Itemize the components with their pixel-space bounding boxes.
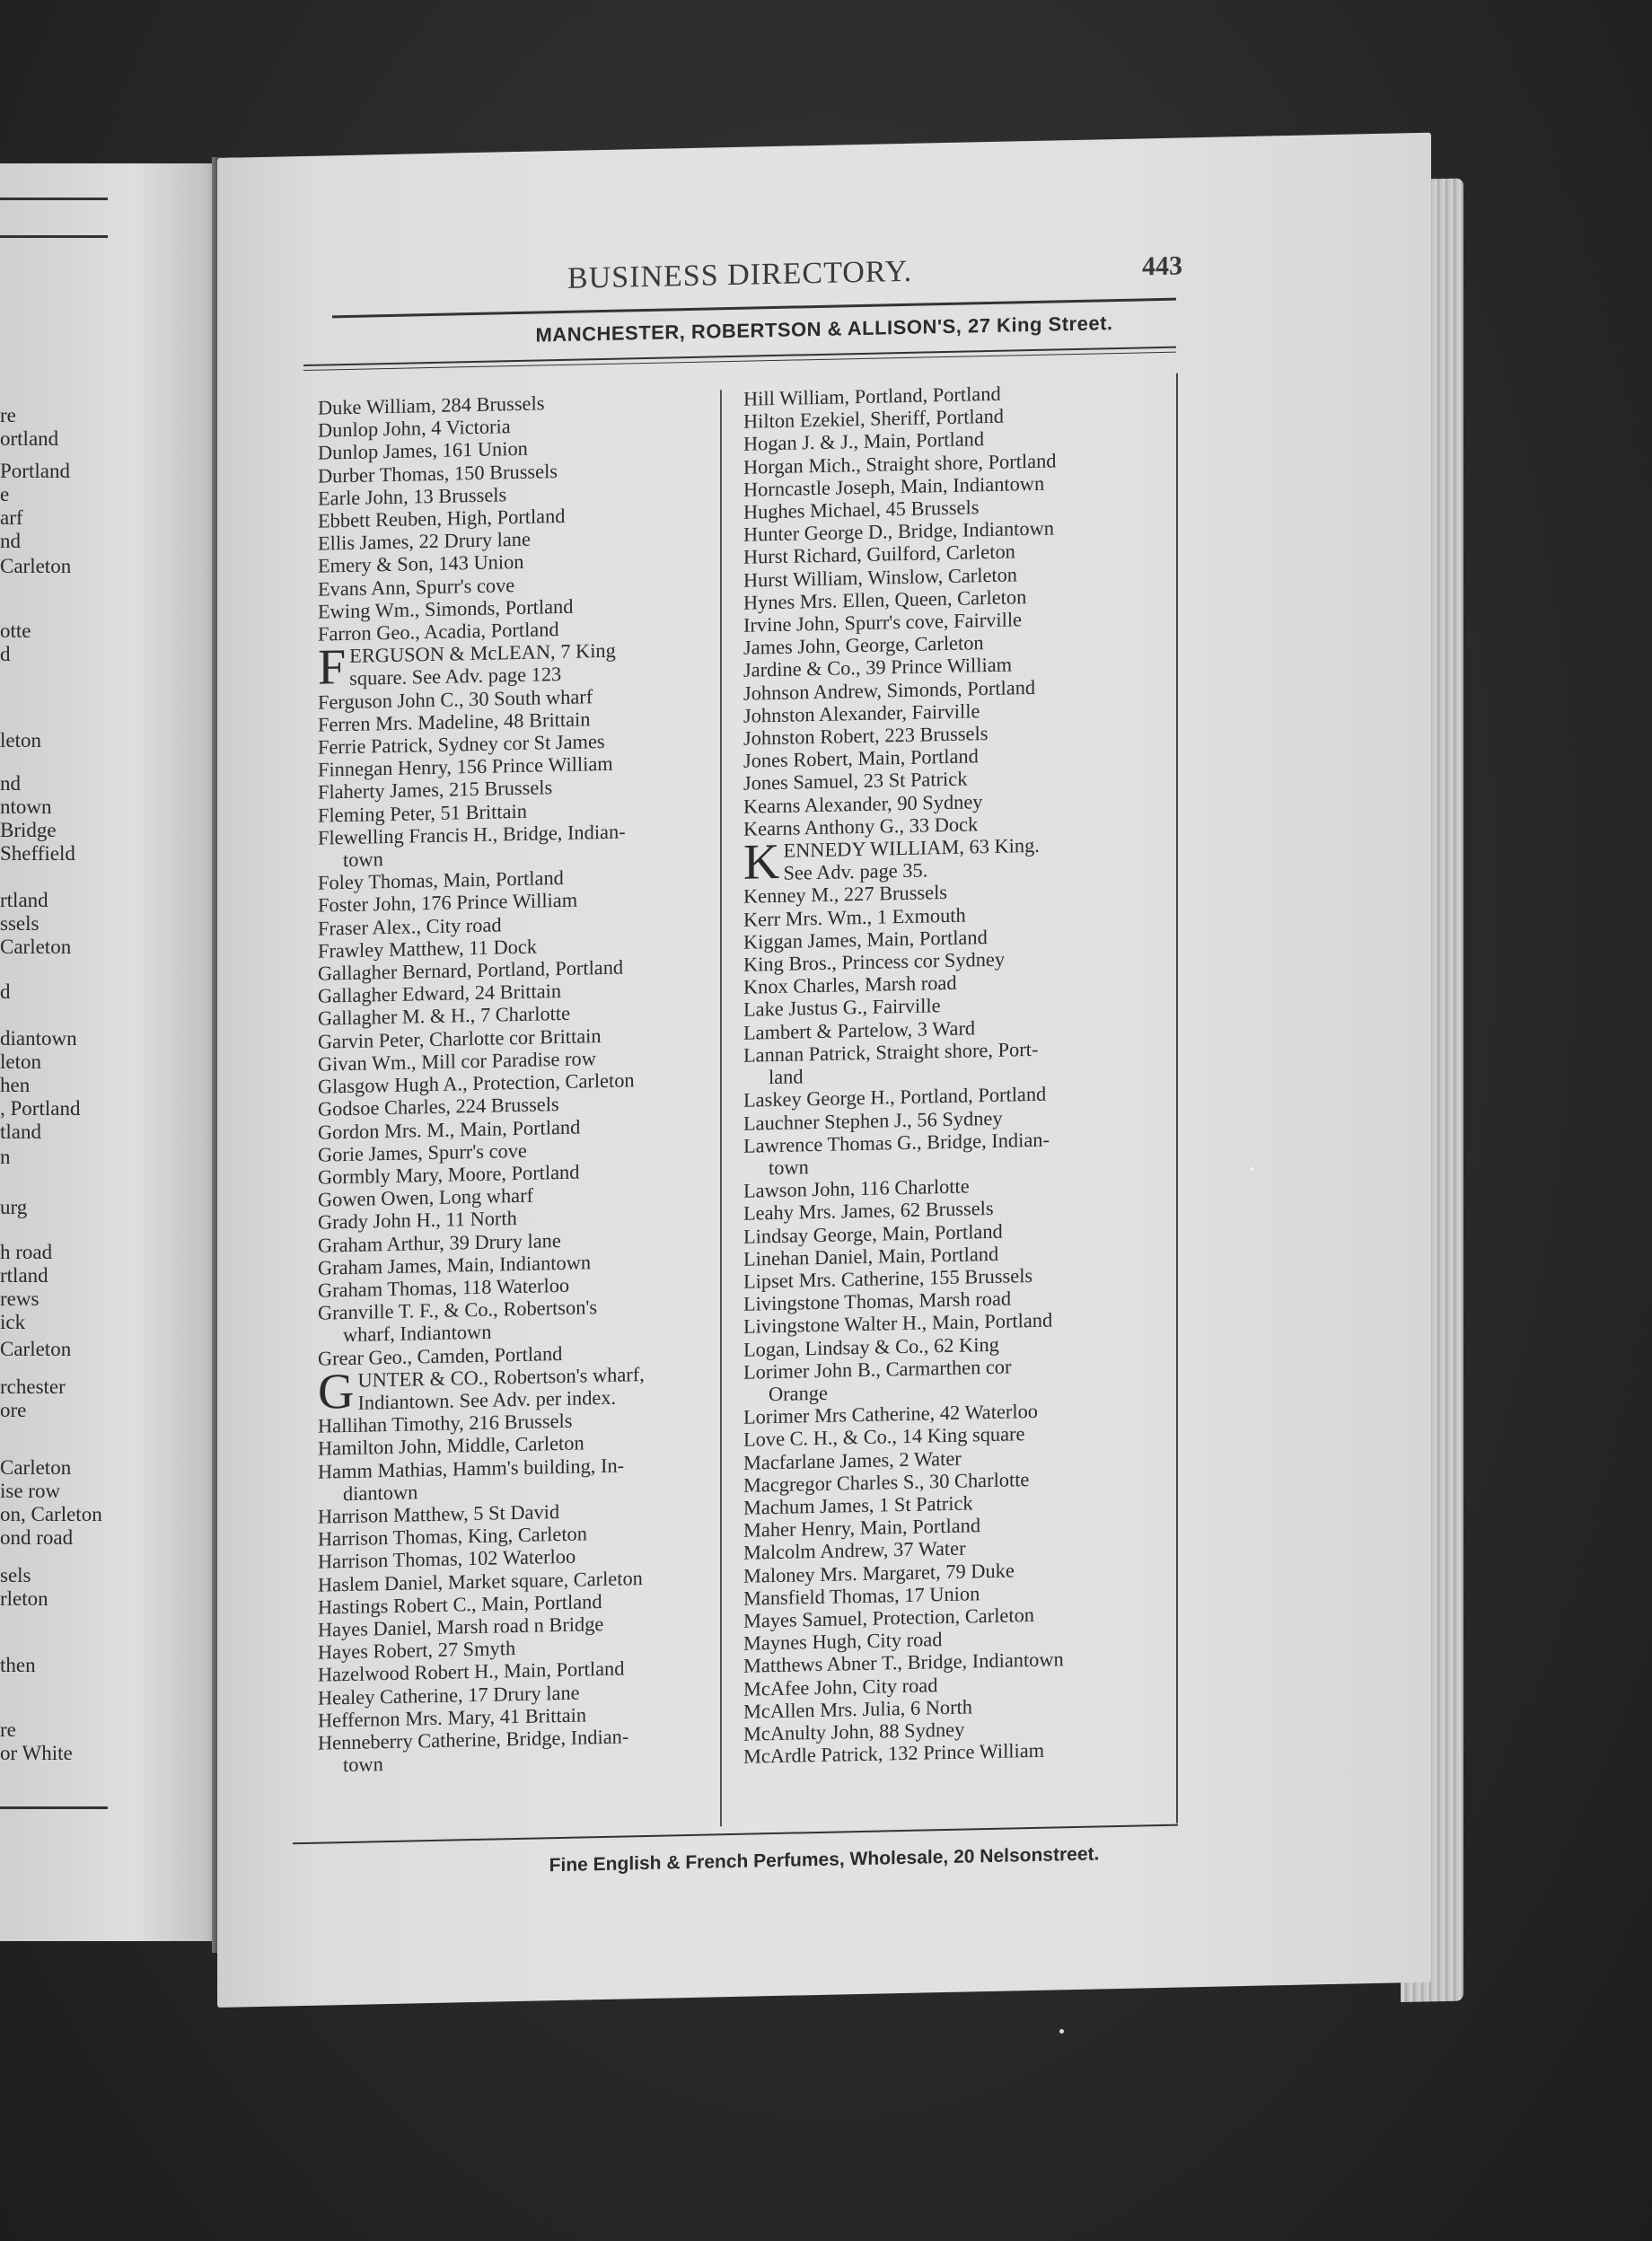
directory-entry-text: Gorie James, Spurr's cove [318, 1138, 527, 1166]
previous-page-edge [0, 163, 223, 1941]
directory-entry-text: Hamilton John, Middle, Carleton [318, 1431, 584, 1460]
directory-entry-text: Macgregor Charles S., 30 Charlotte [743, 1467, 1030, 1497]
directory-entry-text: Ferren Mrs. Madeline, 48 Brittain [318, 707, 591, 736]
previous-page-fragment: Bridge [0, 819, 57, 841]
directory-entry-text: Lannan Patrick, Straight shore, Port- [743, 1037, 1039, 1067]
directory-entry-text: Lawrence Thomas G., Bridge, Indian- [743, 1128, 1050, 1157]
directory-page [217, 133, 1431, 2008]
directory-entry-text: Glasgow Hugh A., Protection, Carleton [318, 1068, 635, 1098]
directory-entry-text: Harrison Thomas, 102 Waterloo [318, 1544, 576, 1574]
directory-entry-text: Graham James, Main, Indiantown [318, 1251, 592, 1279]
directory-entry-text: square. See Adv. page 123 [349, 663, 562, 690]
directory-entry-text: Love C. H., & Co., 14 King square [743, 1422, 1025, 1452]
directory-entry-text: Henneberry Catherine, Bridge, Indian- [318, 1725, 629, 1754]
previous-page-fragment: rews [0, 1287, 40, 1310]
directory-entry-text: Lawson John, 116 Charlotte [743, 1174, 970, 1202]
directory-entry-text: Emery & Son, 143 Union [318, 550, 524, 578]
directory-entry-text: Gowen Owen, Long wharf [318, 1183, 534, 1211]
directory-entry-text: Flaherty James, 215 Brussels [318, 776, 553, 804]
directory-entry-text: wharf, Indiantown [343, 1320, 492, 1347]
directory-entry-text: Jones Robert, Main, Portland [743, 744, 979, 772]
previous-page-fragment: ond road [0, 1526, 74, 1549]
directory-entry-text: Hayes Robert, 27 Smyth [318, 1637, 516, 1664]
previous-page-fragment: ick [0, 1311, 26, 1333]
directory-entry-text: Kerr Mrs. Wm., 1 Exmouth [743, 903, 966, 931]
bottom-advertisement: Fine English & French Perfumes, Wholesale, 20 Nelsonstreet. [549, 1843, 1100, 1876]
directory-entry-text: Mayes Samuel, Protection, Carleton [743, 1603, 1034, 1632]
directory-entry-text: Malcolm Andrew, 37 Water [743, 1536, 966, 1565]
directory-entry-text: Evans Ann, Spurr's cove [318, 573, 515, 601]
directory-entry-text: Gormbly Mary, Moore, Portland [318, 1160, 580, 1189]
directory-entry-text: Logan, Lindsay & Co., 62 King [743, 1332, 999, 1361]
running-title: BUSINESS DIRECTORY. [567, 254, 913, 295]
previous-page-fragment: tland [0, 1120, 41, 1143]
directory-entry-text: Foley Thomas, Main, Portland [318, 866, 564, 894]
dust-speck [1059, 2029, 1064, 2034]
previous-page-fragment: d [0, 980, 11, 1003]
previous-page-bottom-rule [0, 1806, 108, 1809]
directory-entry-text: James John, George, Carleton [743, 631, 984, 659]
directory-entry-text: Kearns Alexander, 90 Sydney [743, 789, 983, 818]
directory-entry-text: Harrison Matthew, 5 St David [318, 1499, 560, 1528]
directory-entry-text: Macfarlane James, 2 Water [743, 1446, 962, 1474]
directory-entry-text: McAfee John, City road [743, 1673, 938, 1701]
directory-entry-text: Jones Samuel, 23 St Patrick [743, 767, 968, 795]
directory-entry-text: town [343, 1753, 383, 1777]
directory-entry-text: Hamm Mathias, Hamm's building, In- [318, 1454, 625, 1483]
previous-page-fragment: rleton [0, 1587, 48, 1610]
directory-entry-text: Hastings Robert C., Main, Portland [318, 1589, 602, 1619]
directory-entry-text: Garvin Peter, Charlotte cor Brittain [318, 1024, 602, 1053]
directory-entry-text: Graham Thomas, 118 Waterloo [318, 1273, 570, 1302]
directory-entry-text: Ferrie Patrick, Sydney cor St James [318, 730, 605, 759]
directory-entry-text: Johnston Alexander, Fairville [743, 699, 980, 727]
previous-page-fragment: ise row [0, 1480, 61, 1502]
directory-entry-text: Foster John, 176 Prince William [318, 889, 578, 918]
page-frame-right [1176, 374, 1178, 1824]
directory-entry-text: Dunlop James, 161 Union [318, 437, 528, 465]
directory-entry-text: Lipset Mrs. Catherine, 155 Brussels [743, 1263, 1033, 1293]
previous-page-fragment: nd [0, 530, 21, 552]
previous-page-fragment: leton [0, 1050, 41, 1073]
directory-entry-text: Earle John, 13 Brussels [318, 483, 507, 510]
directory-entry-text: Livingstone Thomas, Marsh road [743, 1287, 1012, 1315]
previous-page-fragment: ore [0, 1399, 27, 1421]
directory-entry-text: Farron Geo., Acadia, Portland [318, 618, 559, 646]
directory-entry-text: Maher Henry, Main, Portland [743, 1514, 981, 1542]
directory-entry-text: Gallagher Edward, 24 Brittain [318, 980, 562, 1007]
directory-entry-text: Kiggan James, Main, Portland [743, 925, 988, 954]
directory-entry-text: Orange [769, 1381, 828, 1406]
drop-capital: K [743, 833, 780, 891]
directory-entry-text: Ellis James, 22 Drury lane [318, 527, 531, 555]
directory-entry-text: Lindsay George, Main, Portland [743, 1219, 1003, 1248]
directory-entry-text: Gordon Mrs. M., Main, Portland [318, 1115, 581, 1144]
directory-entry-text: Machum James, 1 St Patrick [743, 1491, 973, 1519]
directory-entry-text: ENNEDY WILLIAM, 63 King. [783, 833, 1040, 862]
directory-entry-text: Ebbett Reuben, High, Portland [318, 504, 566, 532]
directory-entry-text: Hogan J. & J., Main, Portland [743, 427, 985, 456]
directory-entry-text: diantown [343, 1481, 418, 1505]
previous-page-fragment: leton [0, 729, 41, 751]
directory-entry-text: Healey Catherine, 17 Drury lane [318, 1681, 580, 1709]
directory-entry-text: Indiantown. See Adv. per index. [357, 1385, 617, 1414]
directory-entry-text: Matthews Abner T., Bridge, Indiantown [743, 1648, 1064, 1678]
previous-page-fragment: d [0, 643, 11, 665]
directory-entry-text: Durber Thomas, 150 Brussels [318, 459, 558, 488]
directory-entry-text: Haslem Daniel, Market square, Carleton [318, 1566, 643, 1596]
directory-entry-text: McAnulty John, 88 Sydney [743, 1718, 965, 1745]
directory-entry-text: Hayes Daniel, Marsh road n Bridge [318, 1612, 604, 1641]
directory-entry-text: Maloney Mrs. Margaret, 79 Duke [743, 1558, 1015, 1587]
directory-entry-text: Grear Geo., Camden, Portland [318, 1341, 563, 1370]
previous-page-fragment: Carleton [0, 555, 72, 577]
directory-entry-text: King Bros., Princess cor Sydney [743, 947, 1006, 976]
drop-capital: F [318, 639, 347, 696]
previous-page-ad-rule [0, 235, 108, 238]
directory-entry-text: Finnegan Henry, 156 Prince William [318, 752, 613, 781]
directory-entry-text: Horncastle Joseph, Main, Indiantown [743, 471, 1045, 501]
ad-rule-top [303, 347, 1176, 366]
directory-entry-text: Jardine & Co., 39 Prince William [743, 653, 1013, 682]
directory-entry-text: Maynes Hugh, City road [743, 1628, 943, 1655]
directory-entry-text: See Adv. page 35. [783, 858, 928, 885]
page-number: 443 [1142, 250, 1182, 282]
directory-entry-text: Mansfield Thomas, 17 Union [743, 1581, 980, 1610]
directory-entry-text: Ferguson John C., 30 South wharf [318, 684, 593, 714]
directory-column-left [318, 389, 686, 1777]
directory-entry-text: Duke William, 284 Brussels [318, 391, 545, 419]
directory-entry-text: Fraser Alex., City road [318, 913, 502, 940]
directory-entry-text: Graham Arthur, 39 Drury lane [318, 1228, 561, 1257]
directory-entry-text: Lorimer Mrs Catherine, 42 Waterloo [743, 1399, 1038, 1428]
directory-entry-text: Hunter George D., Bridge, Indiantown [743, 516, 1054, 546]
previous-page-fragment: or White [0, 1742, 73, 1764]
previous-page-fragment: ortland [0, 427, 59, 450]
directory-entry-text: Hurst William, Winslow, Carleton [743, 562, 1018, 592]
previous-page-fragment: hen [0, 1074, 31, 1096]
previous-page-fragment: ntown [0, 795, 52, 818]
directory-entry-text: McAllen Mrs. Julia, 6 North [743, 1695, 972, 1723]
directory-entry-text: Gallagher M. & H., 7 Charlotte [318, 1002, 571, 1031]
previous-page-fragment: on, Carleton [0, 1503, 102, 1525]
directory-entry-text: Johnston Robert, 223 Brussels [743, 722, 989, 750]
directory-entry-text: Johnson Andrew, Simonds, Portland [743, 675, 1036, 705]
directory-entry-text: Granville T. F., & Co., Robertson's [318, 1296, 598, 1324]
drop-capital: G [318, 1363, 355, 1420]
directory-entry-text: Dunlop John, 4 Victoria [318, 415, 511, 442]
directory-entry-text: Linehan Daniel, Main, Portland [743, 1242, 999, 1270]
directory-entry-text: McArdle Patrick, 132 Prince William [743, 1738, 1045, 1768]
directory-column-right [743, 380, 1138, 1769]
directory-entry-text: UNTER & CO., Robertson's wharf, [357, 1362, 645, 1392]
directory-entry-text: Ewing Wm., Simonds, Portland [318, 594, 574, 623]
previous-page-fragment: , Portland [0, 1097, 81, 1120]
dust-speck [1250, 1167, 1253, 1171]
previous-page-fragment: urg [0, 1196, 28, 1218]
previous-page-fragment: re [0, 1718, 16, 1741]
previous-page-fragment: Carleton [0, 1456, 72, 1479]
previous-page-top-rule [0, 198, 108, 200]
previous-page-fragment: otte [0, 620, 31, 642]
previous-page-fragment: diantown [0, 1027, 77, 1050]
directory-entry-text: Flewelling Francis H., Bridge, Indian- [318, 820, 626, 849]
previous-page-fragment: then [0, 1654, 36, 1676]
directory-entry-text: Hazelwood Robert H., Main, Portland [318, 1657, 625, 1687]
footer-rule [293, 1824, 1178, 1845]
directory-entry-text: Gallagher Bernard, Portland, Portland [318, 955, 624, 985]
directory-entry-text: town [769, 1156, 809, 1180]
previous-page-fragment: n [0, 1146, 11, 1168]
directory-entry-text: Irvine John, Spurr's cove, Fairville [743, 608, 1022, 637]
previous-page-fragment: Sheffield [0, 842, 75, 865]
directory-entry-text: land [769, 1065, 804, 1089]
directory-entry-text: Hill William, Portland, Portland [743, 382, 1001, 410]
previous-page-fragment: re [0, 404, 16, 426]
previous-page-fragment: Carleton [0, 936, 72, 958]
directory-entry-text: Laskey George H., Portland, Portland [743, 1082, 1047, 1112]
directory-entry-text: Lake Justus G., Fairville [743, 994, 941, 1022]
directory-entry-text: Fleming Peter, 51 Brittain [318, 799, 527, 827]
directory-entry-text: Knox Charles, Marsh road [743, 971, 957, 999]
directory-entry-text: Frawley Matthew, 11 Dock [318, 935, 537, 962]
previous-page-fragment: rchester [0, 1375, 66, 1398]
directory-entry-text: Heffernon Mrs. Mary, 41 Brittain [318, 1703, 587, 1732]
directory-entry-text: Harrison Thomas, King, Carleton [318, 1522, 587, 1551]
previous-page-fragment: h road [0, 1241, 53, 1263]
directory-entry-text: Grady John H., 11 North [318, 1207, 517, 1234]
previous-page-fragment: nd [0, 772, 21, 795]
previous-page-fragment: sels [0, 1564, 31, 1586]
previous-page-fragment: Portland [0, 460, 70, 482]
directory-entry-text: Godsoe Charles, 224 Brussels [318, 1093, 559, 1120]
previous-page-fragment: Carleton [0, 1338, 72, 1360]
previous-page-fragment: rtland [0, 1264, 48, 1287]
directory-entry-text: Lauchner Stephen J., 56 Sydney [743, 1106, 1003, 1135]
directory-entry-text: Hurst Richard, Guilford, Carleton [743, 540, 1015, 569]
directory-entry-text: Hallihan Timothy, 216 Brussels [318, 1409, 573, 1437]
directory-entry-text: Hynes Mrs. Ellen, Queen, Carleton [743, 584, 1027, 614]
directory-entry-text: Lambert & Partelow, 3 Ward [743, 1016, 976, 1044]
directory-entry-text: Lorimer John B., Carmarthen cor [743, 1355, 1012, 1384]
directory-entry-text: Kearns Anthony G., 33 Dock [743, 813, 979, 840]
previous-page-fragment: ssels [0, 912, 40, 935]
directory-entry-text: Hilton Ezekiel, Sheriff, Portland [743, 404, 1004, 433]
previous-page-fragment: arf [0, 506, 23, 529]
directory-entry-text: Kenney M., 227 Brussels [743, 881, 948, 909]
directory-entry-text: Horgan Mich., Straight shore, Portland [743, 449, 1057, 479]
directory-entry-text: Leahy Mrs. James, 62 Brussels [743, 1197, 994, 1226]
previous-page-fragment: e [0, 483, 10, 505]
previous-page-fragment: rtland [0, 889, 48, 911]
column-divider [720, 390, 722, 1826]
top-advertisement: MANCHESTER, ROBERTSON & ALLISON'S, 27 King Street. [535, 312, 1113, 347]
directory-entry-text: Livingstone Walter H., Main, Portland [743, 1308, 1053, 1339]
directory-entry-text: ERGUSON & McLEAN, 7 King [349, 638, 616, 668]
directory-entry-text: town [343, 848, 383, 872]
directory-entry-text: Givan Wm., Mill cor Paradise row [318, 1047, 596, 1076]
directory-entry-text: Hughes Michael, 45 Brussels [743, 496, 980, 523]
